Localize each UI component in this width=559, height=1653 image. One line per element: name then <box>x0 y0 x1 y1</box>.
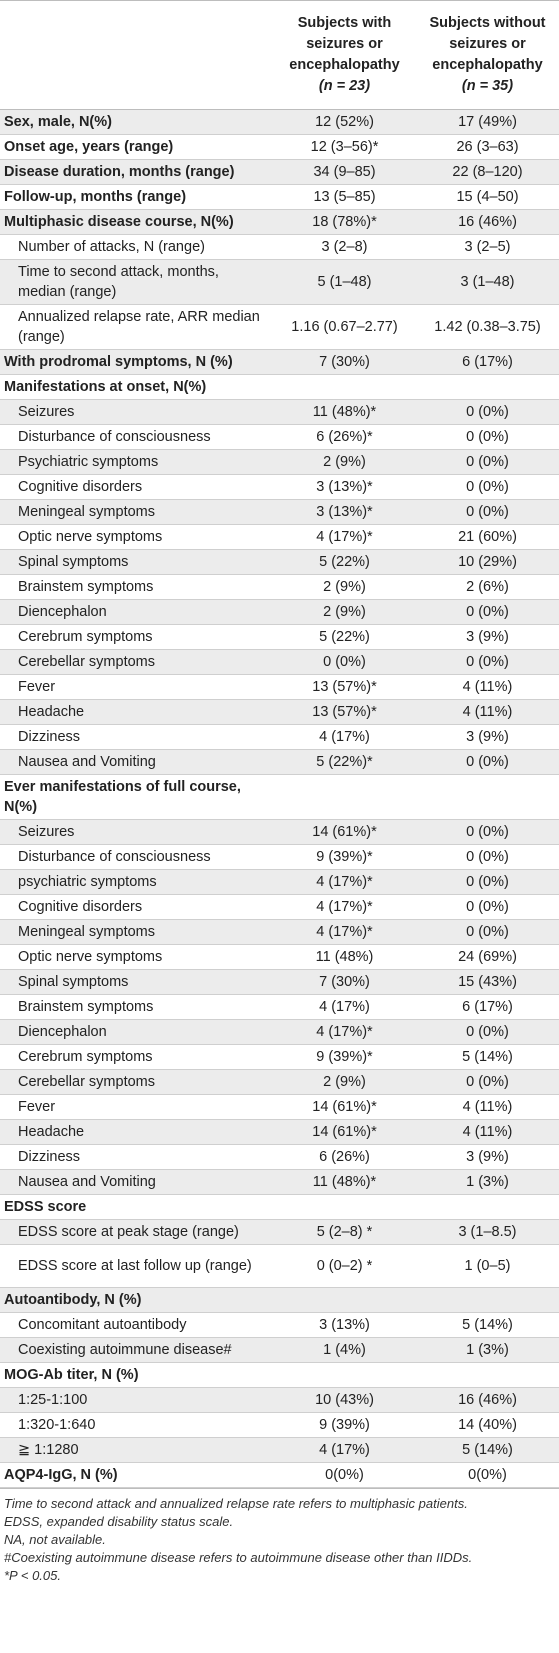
value-with-seizures: 5 (1–48) <box>273 260 416 305</box>
value-without-seizures: 1 (3%) <box>416 1170 559 1195</box>
row-label: Headache <box>0 1120 273 1145</box>
row-label: Brainstem symptoms <box>0 575 273 600</box>
row-label: Onset age, years (range) <box>0 135 273 160</box>
value-with-seizures: 4 (17%)* <box>273 525 416 550</box>
table-row <box>0 1245 559 1288</box>
row-label: Spinal symptoms <box>0 550 273 575</box>
value-without-seizures: 0 (0%) <box>416 650 559 675</box>
table-row <box>0 1338 559 1363</box>
table-row <box>0 1070 559 1095</box>
value-with-seizures: 6 (26%)* <box>273 425 416 450</box>
value-with-seizures: 0(0%) <box>273 1463 416 1488</box>
value-without-seizures: 5 (14%) <box>416 1045 559 1070</box>
value-without-seizures <box>416 775 559 820</box>
value-with-seizures: 9 (39%)* <box>273 1045 416 1070</box>
table-row <box>0 700 559 725</box>
header-with-line-4: (n = 23) <box>318 78 371 94</box>
table-row <box>0 375 559 400</box>
row-label: Annualized relapse rate, ARR median (range) <box>0 305 273 350</box>
value-with-seizures: 13 (57%)* <box>273 700 416 725</box>
value-without-seizures: 4 (11%) <box>416 700 559 725</box>
value-with-seizures: 9 (39%) <box>273 1413 416 1438</box>
value-without-seizures: 3 (1–48) <box>416 260 559 305</box>
header-with-seizures <box>273 1 416 110</box>
value-with-seizures: 2 (9%) <box>273 600 416 625</box>
table-row <box>0 110 559 135</box>
value-without-seizures: 0 (0%) <box>416 1070 559 1095</box>
value-with-seizures <box>273 1288 416 1313</box>
table-row <box>0 135 559 160</box>
value-without-seizures: 0 (0%) <box>416 870 559 895</box>
value-with-seizures: 2 (9%) <box>273 575 416 600</box>
table-row <box>0 1438 559 1463</box>
row-label: Spinal symptoms <box>0 970 273 995</box>
value-without-seizures: 4 (11%) <box>416 1095 559 1120</box>
table-row <box>0 450 559 475</box>
header-with-line-2: seizures or <box>306 36 383 52</box>
row-label: Ever manifestations of full course, N(%) <box>0 775 273 820</box>
row-label: Nausea and Vomiting <box>0 1170 273 1195</box>
value-with-seizures: 2 (9%) <box>273 450 416 475</box>
value-without-seizures: 0 (0%) <box>416 845 559 870</box>
row-label: Coexisting autoimmune disease# <box>0 1338 273 1363</box>
value-with-seizures: 14 (61%)* <box>273 1120 416 1145</box>
row-label: EDSS score at last follow up (range) <box>0 1245 273 1288</box>
value-with-seizures <box>273 775 416 820</box>
value-with-seizures: 10 (43%) <box>273 1388 416 1413</box>
row-label: Follow-up, months (range) <box>0 185 273 210</box>
table-row <box>0 1095 559 1120</box>
row-label: 1:320-1:640 <box>0 1413 273 1438</box>
value-with-seizures: 12 (3–56)* <box>273 135 416 160</box>
table-row <box>0 625 559 650</box>
row-label: Cerebrum symptoms <box>0 1045 273 1070</box>
row-label: Dizziness <box>0 1145 273 1170</box>
header-empty-cell <box>0 1 273 110</box>
value-without-seizures: 5 (14%) <box>416 1438 559 1463</box>
value-with-seizures: 5 (2–8) * <box>273 1220 416 1245</box>
value-without-seizures <box>416 375 559 400</box>
value-without-seizures: 3 (9%) <box>416 625 559 650</box>
value-without-seizures: 0 (0%) <box>416 400 559 425</box>
table-row <box>0 575 559 600</box>
value-without-seizures: 0 (0%) <box>416 920 559 945</box>
value-without-seizures: 0 (0%) <box>416 450 559 475</box>
value-with-seizures: 4 (17%)* <box>273 1020 416 1045</box>
row-label: Brainstem symptoms <box>0 995 273 1020</box>
value-with-seizures: 2 (9%) <box>273 1070 416 1095</box>
table-row <box>0 945 559 970</box>
value-without-seizures <box>416 1195 559 1220</box>
value-without-seizures: 0 (0%) <box>416 750 559 775</box>
value-with-seizures <box>273 1195 416 1220</box>
value-with-seizures: 18 (78%)* <box>273 210 416 235</box>
value-with-seizures: 4 (17%) <box>273 1438 416 1463</box>
value-with-seizures: 13 (5–85) <box>273 185 416 210</box>
table-row <box>0 210 559 235</box>
value-without-seizures: 16 (46%) <box>416 1388 559 1413</box>
row-label: ≧ 1:1280 <box>0 1438 273 1463</box>
header-without-line-2: seizures or <box>449 36 526 52</box>
row-label: psychiatric symptoms <box>0 870 273 895</box>
table-row <box>0 1463 559 1488</box>
table-row <box>0 1045 559 1070</box>
value-with-seizures: 4 (17%)* <box>273 895 416 920</box>
table-row <box>0 425 559 450</box>
value-with-seizures: 3 (2–8) <box>273 235 416 260</box>
table-row <box>0 895 559 920</box>
row-label: Autoantibody, N (%) <box>0 1288 273 1313</box>
value-without-seizures: 3 (1–8.5) <box>416 1220 559 1245</box>
value-with-seizures: 5 (22%) <box>273 625 416 650</box>
row-label: Cerebrum symptoms <box>0 625 273 650</box>
row-label: Meningeal symptoms <box>0 500 273 525</box>
table-row <box>0 970 559 995</box>
table-row <box>0 400 559 425</box>
value-without-seizures: 15 (43%) <box>416 970 559 995</box>
value-without-seizures: 1 (0–5) <box>416 1245 559 1288</box>
value-without-seizures: 6 (17%) <box>416 995 559 1020</box>
row-label: Fever <box>0 1095 273 1120</box>
value-with-seizures: 11 (48%)* <box>273 1170 416 1195</box>
header-without-line-1: Subjects without <box>429 15 546 31</box>
table-row <box>0 500 559 525</box>
row-label: Disturbance of consciousness <box>0 425 273 450</box>
table-row <box>0 650 559 675</box>
table-row <box>0 525 559 550</box>
row-label: Number of attacks, N (range) <box>0 235 273 260</box>
value-with-seizures: 14 (61%)* <box>273 1095 416 1120</box>
value-without-seizures: 26 (3–63) <box>416 135 559 160</box>
table-row <box>0 600 559 625</box>
table-row <box>0 725 559 750</box>
value-without-seizures: 15 (4–50) <box>416 185 559 210</box>
value-without-seizures: 5 (14%) <box>416 1313 559 1338</box>
value-with-seizures: 5 (22%) <box>273 550 416 575</box>
table-row <box>0 1170 559 1195</box>
value-without-seizures: 16 (46%) <box>416 210 559 235</box>
value-without-seizures: 0 (0%) <box>416 600 559 625</box>
row-label: Concomitant autoantibody <box>0 1313 273 1338</box>
header-without-line-4: (n = 35) <box>461 78 514 94</box>
row-label: MOG-Ab titer, N (%) <box>0 1363 273 1388</box>
value-with-seizures: 13 (57%)* <box>273 675 416 700</box>
table-row <box>0 845 559 870</box>
row-label: With prodromal symptoms, N (%) <box>0 350 273 375</box>
table-row <box>0 1145 559 1170</box>
value-without-seizures: 0(0%) <box>416 1463 559 1488</box>
table-row <box>0 870 559 895</box>
row-label: Manifestations at onset, N(%) <box>0 375 273 400</box>
footnote: Time to second attack and annualized relapse rate refers to multiphasic patients. <box>4 1496 468 1511</box>
table-row <box>0 260 559 305</box>
value-without-seizures: 22 (8–120) <box>416 160 559 185</box>
value-with-seizures: 4 (17%) <box>273 725 416 750</box>
row-label: Optic nerve symptoms <box>0 525 273 550</box>
footnote: *P < 0.05. <box>4 1568 61 1583</box>
footnote: #Coexisting autoimmune disease refers to autoimmune disease other than IIDDs. <box>4 1550 473 1565</box>
value-without-seizures: 0 (0%) <box>416 1020 559 1045</box>
table-row <box>0 475 559 500</box>
value-with-seizures: 1 (4%) <box>273 1338 416 1363</box>
value-with-seizures: 4 (17%)* <box>273 870 416 895</box>
value-without-seizures: 1.42 (0.38–3.75) <box>416 305 559 350</box>
table-row <box>0 1363 559 1388</box>
row-label: EDSS score at peak stage (range) <box>0 1220 273 1245</box>
row-label: Cerebellar symptoms <box>0 650 273 675</box>
table-row <box>0 775 559 820</box>
table-row <box>0 550 559 575</box>
table-row <box>0 920 559 945</box>
table-row <box>0 305 559 350</box>
table-row <box>0 820 559 845</box>
table-row <box>0 1195 559 1220</box>
table-row <box>0 350 559 375</box>
value-with-seizures: 12 (52%) <box>273 110 416 135</box>
value-without-seizures <box>416 1288 559 1313</box>
value-with-seizures: 4 (17%) <box>273 995 416 1020</box>
table-row <box>0 675 559 700</box>
table-row <box>0 1388 559 1413</box>
value-without-seizures: 6 (17%) <box>416 350 559 375</box>
row-label: Diencephalon <box>0 600 273 625</box>
value-without-seizures: 1 (3%) <box>416 1338 559 1363</box>
footnote: NA, not available. <box>4 1532 106 1547</box>
value-with-seizures: 3 (13%) <box>273 1313 416 1338</box>
table-row <box>0 750 559 775</box>
value-without-seizures: 4 (11%) <box>416 675 559 700</box>
row-label: Cognitive disorders <box>0 895 273 920</box>
value-without-seizures: 3 (9%) <box>416 725 559 750</box>
table-row <box>0 1288 559 1313</box>
row-label: Headache <box>0 700 273 725</box>
table-row <box>0 1413 559 1438</box>
row-label: Meningeal symptoms <box>0 920 273 945</box>
value-with-seizures <box>273 1363 416 1388</box>
value-with-seizures: 3 (13%)* <box>273 500 416 525</box>
table-row <box>0 1220 559 1245</box>
value-with-seizures: 14 (61%)* <box>273 820 416 845</box>
value-with-seizures: 0 (0%) <box>273 650 416 675</box>
row-label: 1:25-1:100 <box>0 1388 273 1413</box>
table-row <box>0 185 559 210</box>
value-without-seizures: 2 (6%) <box>416 575 559 600</box>
value-with-seizures: 1.16 (0.67–2.77) <box>273 305 416 350</box>
row-label: Optic nerve symptoms <box>0 945 273 970</box>
value-without-seizures: 0 (0%) <box>416 820 559 845</box>
value-without-seizures: 0 (0%) <box>416 895 559 920</box>
row-label: Diencephalon <box>0 1020 273 1045</box>
row-label: AQP4-IgG, N (%) <box>0 1463 273 1488</box>
value-with-seizures: 5 (22%)* <box>273 750 416 775</box>
row-label: Multiphasic disease course, N(%) <box>0 210 273 235</box>
row-label: Psychiatric symptoms <box>0 450 273 475</box>
value-without-seizures: 24 (69%) <box>416 945 559 970</box>
value-without-seizures: 3 (2–5) <box>416 235 559 260</box>
row-label: Time to second attack, months, median (range) <box>0 260 273 305</box>
row-label: EDSS score <box>0 1195 273 1220</box>
table-footnotes <box>0 1488 559 1585</box>
table-row <box>0 160 559 185</box>
value-with-seizures: 11 (48%)* <box>273 400 416 425</box>
header-row <box>0 1 559 110</box>
value-without-seizures: 0 (0%) <box>416 500 559 525</box>
row-label: Sex, male, N(%) <box>0 110 273 135</box>
value-without-seizures: 21 (60%) <box>416 525 559 550</box>
table-row <box>0 1020 559 1045</box>
footnote: EDSS, expanded disability status scale. <box>4 1514 234 1529</box>
row-label: Seizures <box>0 400 273 425</box>
value-without-seizures: 10 (29%) <box>416 550 559 575</box>
table-body <box>0 110 559 1488</box>
value-without-seizures: 17 (49%) <box>416 110 559 135</box>
row-label: Seizures <box>0 820 273 845</box>
row-label: Fever <box>0 675 273 700</box>
header-with-line-1: Subjects with <box>297 15 392 31</box>
table-row <box>0 235 559 260</box>
table-row <box>0 1120 559 1145</box>
header-without-seizures <box>416 1 559 110</box>
value-without-seizures: 4 (11%) <box>416 1120 559 1145</box>
value-with-seizures: 6 (26%) <box>273 1145 416 1170</box>
table-row <box>0 995 559 1020</box>
value-with-seizures: 7 (30%) <box>273 970 416 995</box>
value-with-seizures: 11 (48%) <box>273 945 416 970</box>
value-without-seizures: 3 (9%) <box>416 1145 559 1170</box>
row-label: Dizziness <box>0 725 273 750</box>
header-without-line-3: encephalopathy <box>432 57 543 73</box>
value-with-seizures: 3 (13%)* <box>273 475 416 500</box>
row-label: Cerebellar symptoms <box>0 1070 273 1095</box>
table-row <box>0 1313 559 1338</box>
value-with-seizures: 4 (17%)* <box>273 920 416 945</box>
value-without-seizures: 14 (40%) <box>416 1413 559 1438</box>
row-label: Disturbance of consciousness <box>0 845 273 870</box>
row-label: Nausea and Vomiting <box>0 750 273 775</box>
value-with-seizures <box>273 375 416 400</box>
value-without-seizures: 0 (0%) <box>416 425 559 450</box>
value-with-seizures: 9 (39%)* <box>273 845 416 870</box>
row-label: Disease duration, months (range) <box>0 160 273 185</box>
value-without-seizures <box>416 1363 559 1388</box>
value-without-seizures: 0 (0%) <box>416 475 559 500</box>
value-with-seizures: 0 (0–2) * <box>273 1245 416 1288</box>
header-with-line-3: encephalopathy <box>289 57 400 73</box>
value-with-seizures: 34 (9–85) <box>273 160 416 185</box>
row-label: Cognitive disorders <box>0 475 273 500</box>
value-with-seizures: 7 (30%) <box>273 350 416 375</box>
